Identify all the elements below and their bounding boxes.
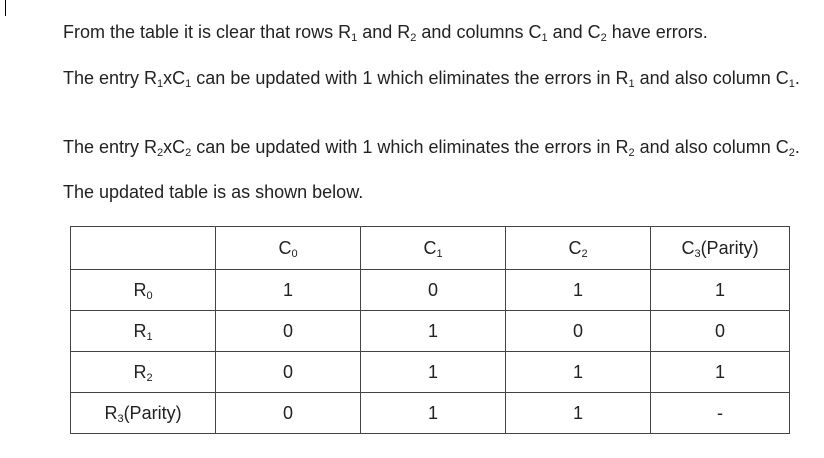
row-label-cell: $R_2$ (71, 352, 216, 393)
text-run: . (794, 68, 800, 88)
text-cursor (5, 0, 6, 16)
paragraph-table-intro: The updated table is as shown below. (63, 182, 364, 202)
subscript: 2 (628, 147, 635, 159)
header-cell-c1: $C_1$ (361, 227, 506, 270)
text-run: . (794, 137, 800, 157)
table-cell: 1 (361, 311, 506, 352)
table-row (71, 352, 790, 393)
subscript: 2 (157, 147, 164, 159)
text-run: and columns C (416, 22, 542, 42)
subscript: 1 (628, 78, 635, 90)
text-run: and R (357, 22, 411, 42)
table-cell: 0 (506, 311, 651, 352)
subscript: 1 (185, 78, 192, 90)
header-row (71, 227, 790, 270)
table-cell: 1 (216, 270, 361, 311)
table-cell: 1 (361, 352, 506, 393)
table-cell: 0 (361, 270, 506, 311)
table-row (71, 270, 790, 311)
text-run: From the table it is clear that rows R (63, 22, 352, 42)
text-run: can be updated with 1 which eliminates the errors in R (191, 137, 629, 157)
header-cell-corner (71, 227, 216, 270)
header-cell-c2: $C_2$ (506, 227, 651, 270)
table-cell: 1 (651, 352, 790, 393)
table-cell: - (651, 393, 790, 434)
table-cell: 0 (216, 393, 361, 434)
text-run: can be updated with 1 which eliminates the errors in R (191, 68, 629, 88)
header-cell-c3-parity: $C_3(Parity)$ (651, 227, 790, 270)
subscript: 2 (410, 32, 417, 44)
paragraph-errors (3, 20, 824, 44)
text-run: The entry R (63, 137, 158, 157)
table-cell: 0 (216, 352, 361, 393)
text-run: and C (547, 22, 601, 42)
row-label-cell: $R_3(Parity)$ (71, 393, 216, 434)
table-cell: 0 (651, 311, 790, 352)
table-cell: 0 (216, 311, 361, 352)
text-run: xC (163, 68, 186, 88)
table-cell: 1 (651, 270, 790, 311)
text-run: xC (163, 137, 186, 157)
text-run: and also column C (634, 68, 789, 88)
subscript: 1 (788, 78, 795, 90)
text-run: have errors. (606, 22, 708, 42)
table-row (71, 393, 790, 434)
header-cell-c0: $C_0$ (216, 227, 361, 270)
row-label-cell: $R_1$ (71, 311, 216, 352)
paragraph-update-r2c2 (3, 135, 824, 159)
text-run: and also column C (634, 137, 789, 157)
paragraph-update-r1c1 (3, 66, 824, 90)
subscript: 1 (351, 32, 358, 44)
text-run: The entry R (63, 68, 158, 88)
subscript: 1 (157, 78, 164, 90)
parity-table (70, 226, 790, 434)
table-row (71, 311, 790, 352)
subscript: 1 (541, 32, 548, 44)
table-cell: 1 (361, 393, 506, 434)
row-label-cell: $R_0$ (71, 270, 216, 311)
table-cell: 1 (506, 352, 651, 393)
table-cell: 1 (506, 270, 651, 311)
subscript: 2 (185, 147, 192, 159)
subscript: 2 (788, 147, 795, 159)
table-cell: 1 (506, 393, 651, 434)
subscript: 2 (600, 32, 607, 44)
